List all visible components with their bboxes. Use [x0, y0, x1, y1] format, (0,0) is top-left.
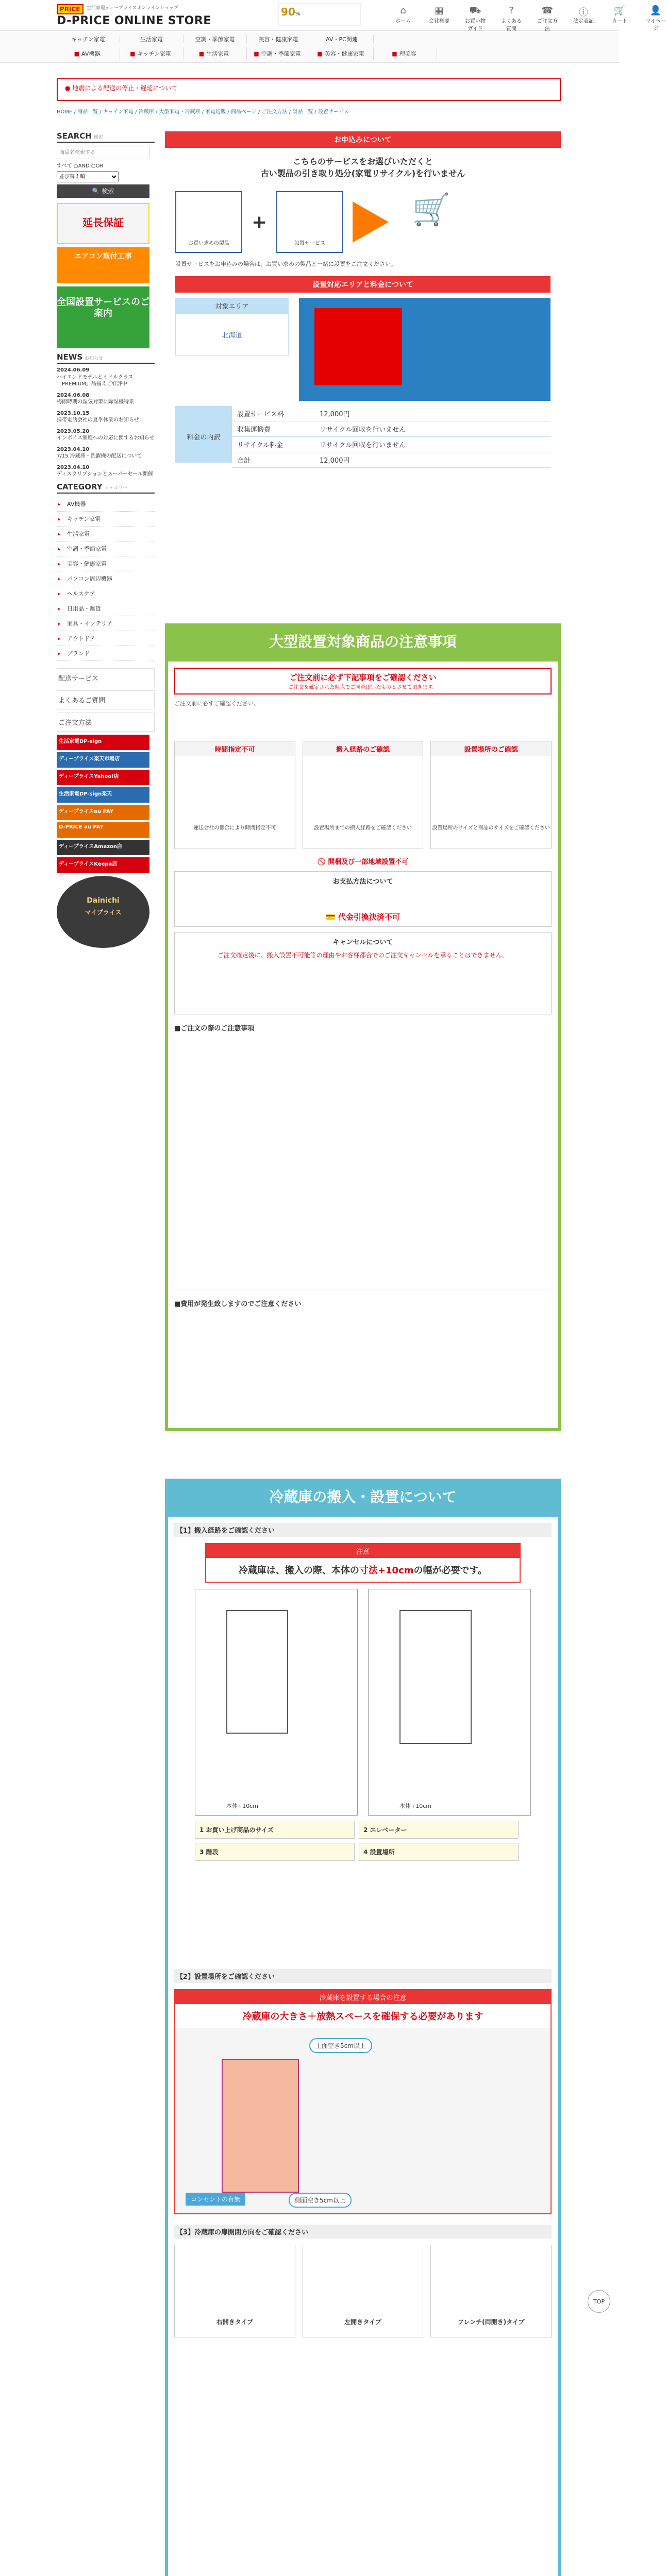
notice-card [174, 741, 295, 849]
category-label: 美容・健康家電 [67, 560, 107, 567]
door-diagram: 本体+10cm [368, 1589, 531, 1816]
news-item[interactable] [57, 367, 155, 388]
category-bullet-icon: ▸ [58, 620, 61, 627]
door-type-label: フレンチ(両開き)タイプ [457, 2318, 525, 2326]
topnav-item[interactable] [644, 5, 667, 32]
topnav-label: ご注文方法 [537, 19, 558, 32]
logo-badge: PRICE [57, 4, 84, 14]
category-tab[interactable] [120, 47, 184, 60]
dimension-diagrams [195, 1589, 531, 1816]
news-heading: NEWS お知らせ [57, 352, 155, 364]
category-icon: ■ [254, 50, 259, 57]
hero-section [165, 131, 561, 468]
category-label: ブランド [67, 650, 90, 657]
category-bullet-icon: ▸ [58, 515, 61, 522]
category-item[interactable] [57, 556, 155, 571]
price-value: リサイクル回収を行いません [320, 426, 406, 434]
aircon-banner[interactable]: エアコン取付工事 [57, 247, 149, 283]
category-item[interactable] [57, 541, 155, 556]
news-item[interactable] [57, 410, 155, 424]
mall-banner[interactable]: 生活家電DP-sign [57, 735, 149, 750]
search-options[interactable]: すべて ○AND ○OR [57, 163, 104, 169]
category-bullet-icon: ▸ [58, 650, 61, 657]
category-icon: ■ [198, 50, 205, 57]
large-item-notice-title: 大型設置対象商品の注意事項 [165, 623, 561, 658]
topnav-label: よくある質問 [501, 19, 522, 32]
award-percent: 90 [281, 6, 295, 18]
mall-banner[interactable]: ディープライス楽天市場店 [57, 752, 149, 768]
door-type [303, 2245, 424, 2337]
door-heading: 【3】冷蔵庫の扉開閉方向をご確認ください [174, 2225, 552, 2239]
check-point: 3 階段 [195, 1843, 355, 1861]
cart-icon: 🛒 [613, 5, 626, 16]
category-tab[interactable] [310, 47, 374, 60]
mall-banner[interactable]: ディープライスAmazon店 [57, 840, 149, 855]
mall-banner[interactable]: 生活家電DP-sign楽天 [57, 787, 149, 803]
sidebar-links [57, 668, 155, 732]
search-button[interactable]: 🔍 検索 [57, 184, 149, 198]
notice-card-text: 設置場所までの搬入経路をご確認ください [314, 825, 412, 831]
category-item[interactable] [57, 497, 155, 512]
category-item[interactable] [57, 616, 155, 631]
mall-banner[interactable]: D-PRICE au PAY [57, 822, 149, 838]
breadcrumb[interactable]: HOME / 商品一覧 / キッチン家電 / 冷蔵庫 / 大型家電・冷蔵庫 / 家電通販 / 商品ページ / ご注文方法 / 製品一覧 / 設置サービス [57, 109, 349, 115]
check-points [195, 1821, 531, 1861]
fee-notes-heading: ■費用が発生致しますのでご注意ください [174, 1300, 302, 1308]
topnav-item[interactable] [608, 5, 631, 32]
news-text: ディスクリプションとスーパーセール開催 [57, 471, 153, 477]
category-icon: ■ [317, 50, 323, 57]
category-row-2 [57, 47, 437, 60]
category-tab[interactable] [374, 47, 437, 60]
kitchen-diagram: 上面空き5cm以上 側面空き5cm以上 コンセントの有無 [175, 2028, 551, 2213]
order-notes-heading: ■ご注文の際のご注意事項 [174, 1025, 255, 1032]
category-item[interactable] [57, 586, 155, 601]
category-label: 生活家電 [67, 530, 90, 537]
news-date: 2023.05.20 [57, 428, 90, 434]
category-label: アウトドア [67, 635, 95, 642]
payment-box: お支払方法について 💳 代金引換決済不可 [174, 871, 552, 927]
fridge-front-diagram: 本体+10cm [195, 1589, 358, 1816]
price-label: 設置サービス料 [237, 410, 285, 418]
category-item[interactable] [57, 571, 155, 586]
user-icon: 👤 [649, 5, 662, 16]
sidebar-link[interactable]: 配送サービス [57, 668, 155, 687]
news-item[interactable] [57, 446, 155, 460]
hero-description: 設置サービスをお申込みの場合は、お買い求めの製品と一緒に設置をご注文ください。 [175, 261, 396, 267]
fridge-install-section [165, 1479, 561, 2576]
category-tab-label: AV機器 [81, 50, 101, 57]
news-text: インボイス制度への対応に関するお知らせ [57, 435, 155, 441]
category-tab-label: キッチン家電 [137, 50, 171, 57]
category-icon: ■ [130, 50, 136, 57]
price-label: 合計 [237, 456, 251, 465]
mall-banner[interactable]: ディープライスau PAY [57, 805, 149, 820]
category-item[interactable] [57, 527, 155, 541]
news-item[interactable] [57, 464, 155, 478]
price-block: 料金の内訳 設置サービス料 12,000円 収集運搬費 リサイクル回収を行いません リサイクル料金 リサイクル回収を行いません 合計 12,000円 [165, 401, 561, 468]
truck-icon: ⛟ [469, 5, 481, 16]
category-tab[interactable] [184, 47, 247, 60]
notice-card-title: 搬入経路のご確認 [303, 741, 423, 756]
store-name: D-PRICE ONLINE STORE [57, 14, 211, 27]
category-bullet-icon: ▸ [58, 530, 61, 537]
topnav-item[interactable] [572, 5, 595, 32]
news-date: 2023.04.10 [57, 446, 90, 452]
route-heading: 【1】搬入経路をご確認ください [174, 1523, 552, 1537]
category-bullet-icon: ▸ [58, 590, 61, 597]
earthquake-notice[interactable]: ● 地震による配送の停止・遅延について [57, 78, 561, 101]
notice-text: 地震による配送の停止・遅延について [72, 84, 178, 92]
topnav-label: 会社概要 [429, 19, 449, 24]
news-item[interactable] [57, 428, 155, 442]
topnav-label: 法定表記 [573, 19, 594, 24]
mall-banner[interactable]: ディープライスYahoo!店 [57, 770, 149, 785]
category-item[interactable] [57, 601, 155, 616]
price-row [232, 421, 551, 437]
hero-intro: こちらのサービスをお選びいただくと 古い製品の引き取り処分(家電リサイクル)を行いません [260, 157, 465, 178]
service-flow [165, 186, 561, 258]
check-point: 1 お買い上げ商品のサイズ [195, 1821, 355, 1839]
news-list [57, 367, 155, 478]
category-tab-label: 美容・健康家電 [324, 50, 364, 57]
sidebar-link[interactable]: よくあるご質問 [57, 690, 155, 709]
fridge-install-body [165, 1514, 561, 2576]
notice-cards [174, 741, 552, 849]
category-label: キッチン家電 [67, 515, 101, 522]
category-label: 空調・季節家電 [67, 545, 107, 552]
category-label: 家具・インテリア [67, 620, 112, 627]
category-item[interactable] [57, 631, 155, 646]
notice-section [165, 623, 561, 1431]
topnav-item[interactable] [464, 5, 487, 32]
category-tab-label: 空調・季節家電 [261, 50, 301, 57]
award-badge [278, 3, 361, 26]
door-type [430, 2245, 552, 2337]
page-top-button[interactable]: TOP [588, 2290, 610, 2313]
price-value: 12,000円 [320, 410, 350, 418]
news-text: ハイエンドモデルとミドルクラス「PREMIUM」品揃えご好評中 [57, 374, 134, 387]
notice-card-title: 時間指定不可 [175, 741, 295, 756]
topnav-item[interactable] [500, 5, 523, 32]
topnav-label: カート [612, 19, 627, 24]
plus-icon: + [252, 211, 268, 233]
home-icon: ⌂ [400, 5, 406, 16]
area-block [165, 298, 561, 401]
category-label: ヘルスケア [67, 590, 95, 597]
notice-body: ご注文前に必ず下記事項をご確認ください ご注文を確定された時点でご同意頂いたものとさせて頂きます。 ご注文前に必ずご確認ください。 時間指定不可 運送会社の都合により時間指定不可 搬入経路のご確認 設置場所までの搬入経路をご確認ください 設置場所のご確認 設置場所のサイズと商品のサイズをご確認ください 🚫 開梱及び一部地域設置不可 お支払方法について 💳 代金引換決済不可 キャンセルについて ご注文確定後に、搬入設置不可能等の理由やお客様都合でのご注文キャンセルを承ることはできません。 ■ご注文の際のご注意事項 ■費用が発生致しますのでご注意ください [165, 658, 561, 1431]
category-tab-label: 生活家電 [206, 50, 229, 57]
tools-illustration: 設置サービス [276, 191, 343, 253]
category-label: 日用品・雑貨 [67, 605, 101, 612]
award-unit: % [295, 11, 301, 17]
hokkaido-map [299, 298, 551, 401]
category-label: パソコン周辺機器 [67, 575, 112, 582]
cancel-box: キャンセルについて ご注文確定後に、搬入設置不可能等の理由やお客様都合でのご注文キャンセルを承ることはできません。 [174, 932, 552, 1014]
news-text: 携帯電話会社の夏季休業のお知らせ [57, 417, 139, 423]
category-item[interactable] [57, 512, 155, 527]
mall-banners [57, 735, 155, 873]
category-bullet-icon: ▸ [58, 605, 61, 612]
search-heading: SEARCH 検索 [57, 131, 155, 143]
price-row [232, 437, 551, 452]
arrow-icon [353, 201, 389, 243]
category-bullet-icon: ▸ [58, 545, 61, 552]
search-input[interactable] [57, 146, 149, 159]
sidebar-link[interactable]: ご注文方法 [57, 713, 155, 732]
notice-card [303, 741, 424, 849]
price-label: リサイクル料金 [237, 441, 284, 449]
news-date: 2023.10.15 [57, 410, 90, 416]
news-text: 梅雨時期の湿気対策に除湿機特集 [57, 399, 134, 405]
pre-order-notice: ご注文前に必ず下記事項をご確認ください ご注文を確定された時点でご同意頂いたものとさせて頂きます。 [174, 668, 552, 694]
price-value: 12,000円 [320, 456, 350, 465]
category-link[interactable]: AV・PC関連 [310, 35, 374, 43]
topnav-label: マイページ [645, 19, 666, 32]
topnav-item[interactable] [536, 5, 559, 32]
brand-seal: Dainichi マイプライス [57, 876, 149, 948]
installation-banner[interactable]: 全国設置サービスのご案内 [57, 286, 149, 348]
door-type-label: 右開きタイプ [216, 2318, 254, 2326]
category-link[interactable]: 生活家電 [120, 35, 184, 43]
cart-icon: 🛒 [412, 192, 451, 228]
category-link[interactable]: 空調・季節家電 [184, 35, 247, 43]
category-list [57, 497, 155, 661]
price-row [232, 452, 551, 468]
fridge-illustration: お買い求めの製品 [175, 191, 242, 253]
news-date: 2024.06.08 [57, 392, 90, 398]
apply-heading: お申込みについて [165, 131, 561, 148]
info-icon: ⓘ [579, 7, 588, 18]
news-text: 7/15 冷蔵庫・洗濯機の配送について [57, 453, 142, 459]
notice-card-text: 運送会社の都合により時間指定不可 [193, 825, 276, 831]
category-tab-label: 理美容 [399, 50, 416, 57]
news-date: 2024.06.09 [57, 367, 90, 373]
door-type-label: 左開きタイプ [344, 2318, 381, 2326]
site-header [0, 0, 666, 32]
topnav-item[interactable] [392, 5, 414, 32]
mall-banner[interactable]: ディープライスKeepa店 [57, 857, 149, 873]
category-item[interactable] [57, 646, 155, 661]
sort-select[interactable] [57, 171, 119, 182]
warranty-banner[interactable]: 延長保証 [57, 203, 149, 244]
category-bullet-icon: ▸ [58, 500, 61, 507]
category-label: AV機器 [67, 500, 86, 507]
check-point: 2 エレベーター [359, 1821, 519, 1839]
category-link[interactable]: キッチン家電 [57, 35, 120, 43]
price-row [232, 406, 551, 421]
caution-box: 注意 冷蔵庫は、搬入の際、本体の寸法+10cmの幅が必要です。 [205, 1543, 521, 1583]
area-table: 対象エリア 北海道 [175, 298, 289, 401]
price-label: 収集運搬費 [237, 426, 271, 434]
location-heading: 【2】設置場所をご確認ください [174, 1969, 552, 1983]
category-heading: CATEGORY カテゴリー [57, 482, 155, 494]
category-bullet-icon: ▸ [58, 560, 61, 567]
area-heading: 設置対応エリアと料金について [175, 276, 551, 293]
space-box: 冷蔵庫を設置する場合の注意 冷蔵庫の大きさ＋放熱スペースを確保する必要があります 上面空き5cm以上 側面空き5cm以上 コンセントの有無 [174, 1989, 552, 2214]
category-bar [0, 32, 619, 63]
no-unbox-notice: 🚫 開梱及び一部地域設置不可 [317, 858, 409, 866]
news-date: 2023.04.10 [57, 464, 90, 470]
news-item[interactable] [57, 392, 155, 406]
topnav-label: お買い物ガイド [465, 19, 486, 32]
notice-card-text: 設置場所のサイズと商品のサイズをご確認ください [432, 825, 550, 831]
store-logo[interactable] [57, 3, 227, 27]
notice-card-title: 設置場所のご確認 [431, 741, 551, 756]
category-tab[interactable] [247, 47, 310, 60]
check-point: 4 設置場所 [359, 1843, 519, 1861]
category-icon: ■ [392, 50, 397, 57]
category-link[interactable]: 美容・健康家電 [247, 35, 310, 43]
fridge-install-title: 冷蔵庫の搬入・設置について [165, 1479, 561, 1514]
phone-icon: ☎ [541, 5, 554, 16]
price-table [232, 406, 551, 463]
category-bullet-icon: ▸ [58, 575, 61, 582]
question-icon: ? [509, 5, 514, 16]
category-bullet-icon: ▸ [58, 635, 61, 642]
price-value: リサイクル回収を行いません [320, 441, 406, 449]
topnav-item[interactable] [428, 5, 451, 32]
category-row-1 [57, 35, 374, 43]
category-icon: ■ [74, 50, 80, 57]
topnav-label: ホーム [395, 19, 411, 24]
top-nav [392, 5, 667, 32]
notice-card [430, 741, 552, 849]
logo-tagline: 生活家電ディープライスオンラインショップ [87, 6, 178, 11]
house-icon: ▦ [435, 5, 444, 16]
sidebar [57, 131, 155, 1419]
door-types [174, 2245, 552, 2337]
door-type [174, 2245, 295, 2337]
category-tab[interactable] [57, 47, 120, 60]
